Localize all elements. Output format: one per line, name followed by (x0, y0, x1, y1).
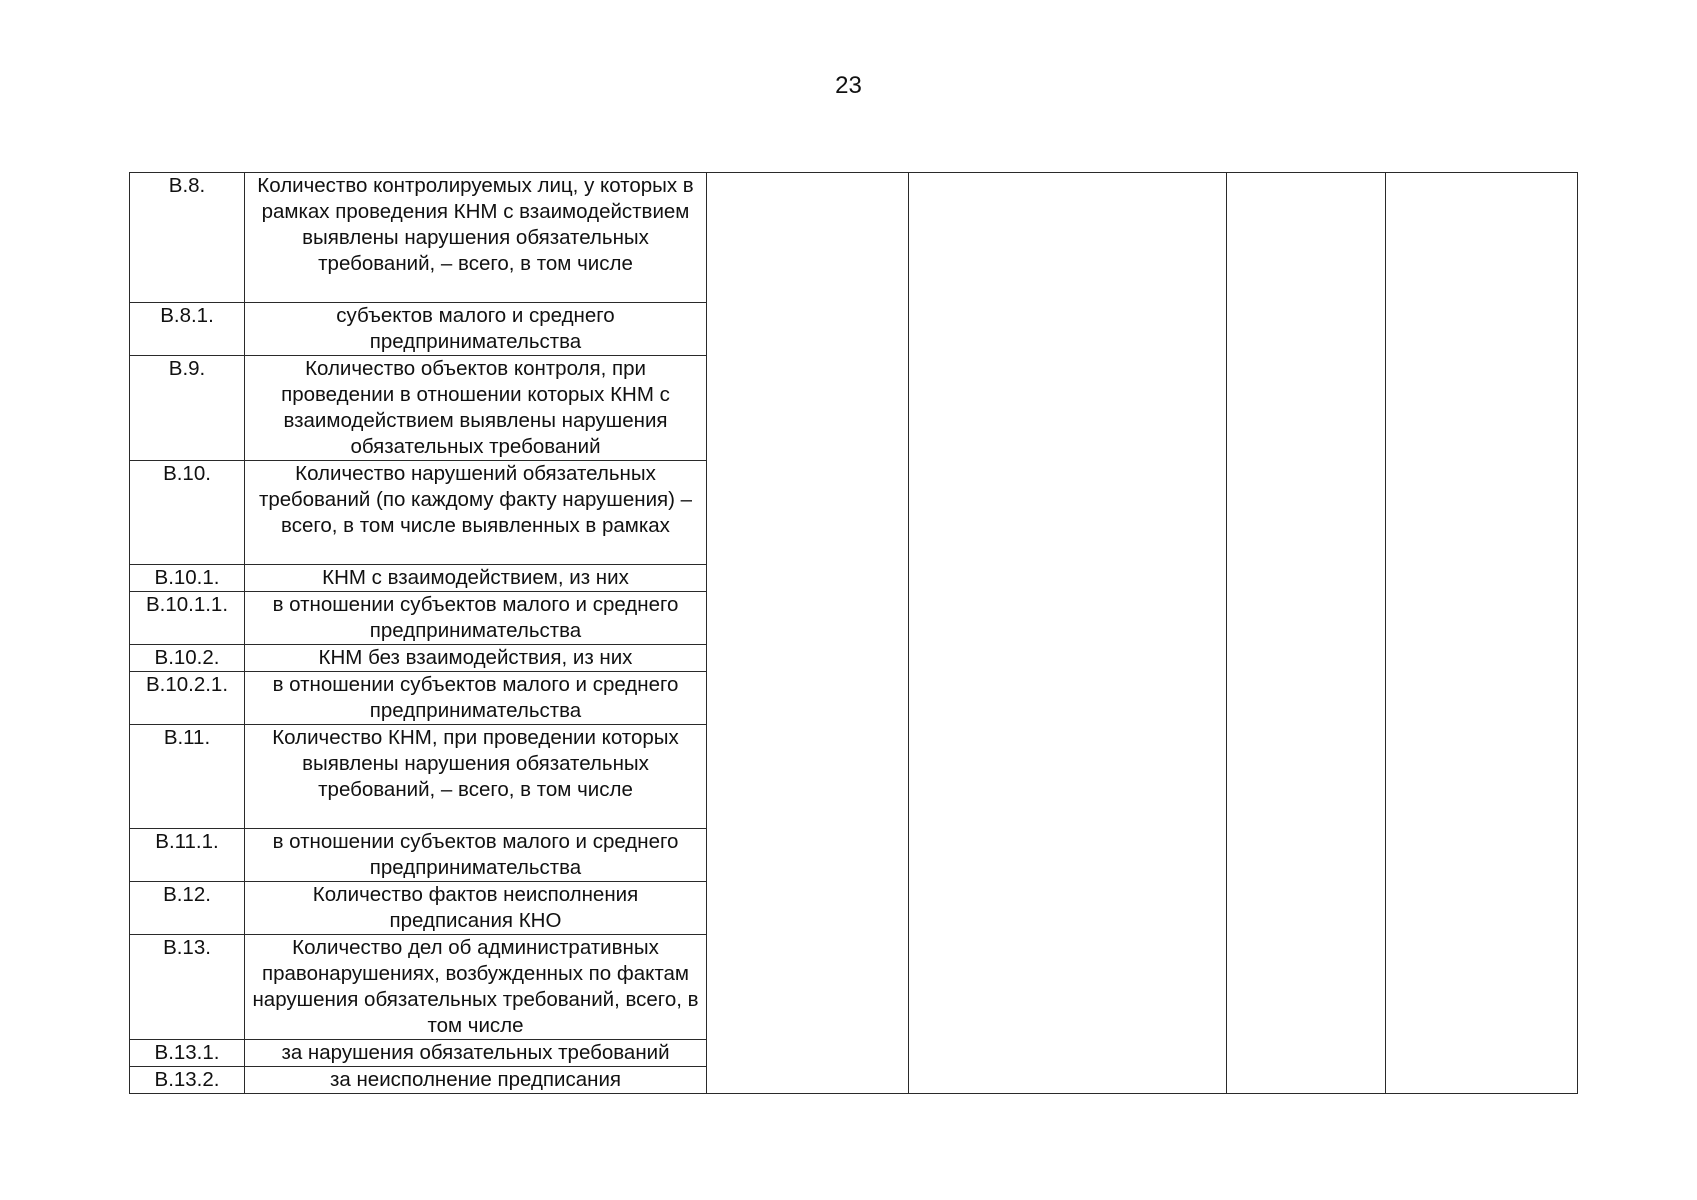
row-description: Количество КНМ, при проведении которых выявлены нарушения обязательных требований, – всего, в том числе (245, 725, 707, 829)
table-body (130, 173, 1578, 1094)
value-cell (707, 173, 909, 1094)
row-code: В.11.1. (130, 829, 245, 882)
row-code: В.9. (130, 356, 245, 461)
row-code: В.10.2. (130, 645, 245, 672)
row-description: в отношении субъектов малого и среднего предпринимательства (245, 672, 707, 725)
row-description: субъектов малого и среднего предпринимательства (245, 303, 707, 356)
row-description: в отношении субъектов малого и среднего предпринимательства (245, 592, 707, 645)
report-table (129, 172, 1578, 1094)
table-row (130, 173, 1578, 303)
value-cell (1227, 173, 1386, 1094)
row-description: Количество фактов неисполнения предписания КНО (245, 882, 707, 935)
row-description: Количество нарушений обязательных требований (по каждому факту нарушения) – всего, в том числе выявленных в рамках (245, 461, 707, 565)
page-number: 23 (835, 72, 862, 99)
row-code: В.10.1. (130, 565, 245, 592)
row-description: Количество дел об административных правонарушениях, возбужденных по фактам нарушения обязательных требований, всего, в том числе (245, 935, 707, 1040)
value-cell (909, 173, 1227, 1094)
row-description: за нарушения обязательных требований (245, 1040, 707, 1067)
row-code: В.10.2.1. (130, 672, 245, 725)
row-code: В.12. (130, 882, 245, 935)
row-code: В.11. (130, 725, 245, 829)
value-cell (1386, 173, 1578, 1094)
row-description: за неисполнение предписания (245, 1067, 707, 1094)
row-description: Количество контролируемых лиц, у которых в рамках проведения КНМ с взаимодействием выявлены нарушения обязательных требований, – всего, в том числе (245, 173, 707, 303)
row-code: В.8.1. (130, 303, 245, 356)
row-code: В.13.2. (130, 1067, 245, 1094)
row-code: В.13.1. (130, 1040, 245, 1067)
row-code: В.10. (130, 461, 245, 565)
row-code: В.13. (130, 935, 245, 1040)
row-description: в отношении субъектов малого и среднего предпринимательства (245, 829, 707, 882)
row-code: В.10.1.1. (130, 592, 245, 645)
row-description: КНМ без взаимодействия, из них (245, 645, 707, 672)
row-code: В.8. (130, 173, 245, 303)
row-description: Количество объектов контроля, при проведении в отношении которых КНМ с взаимодействием выявлены нарушения обязательных требований (245, 356, 707, 461)
row-description: КНМ с взаимодействием, из них (245, 565, 707, 592)
